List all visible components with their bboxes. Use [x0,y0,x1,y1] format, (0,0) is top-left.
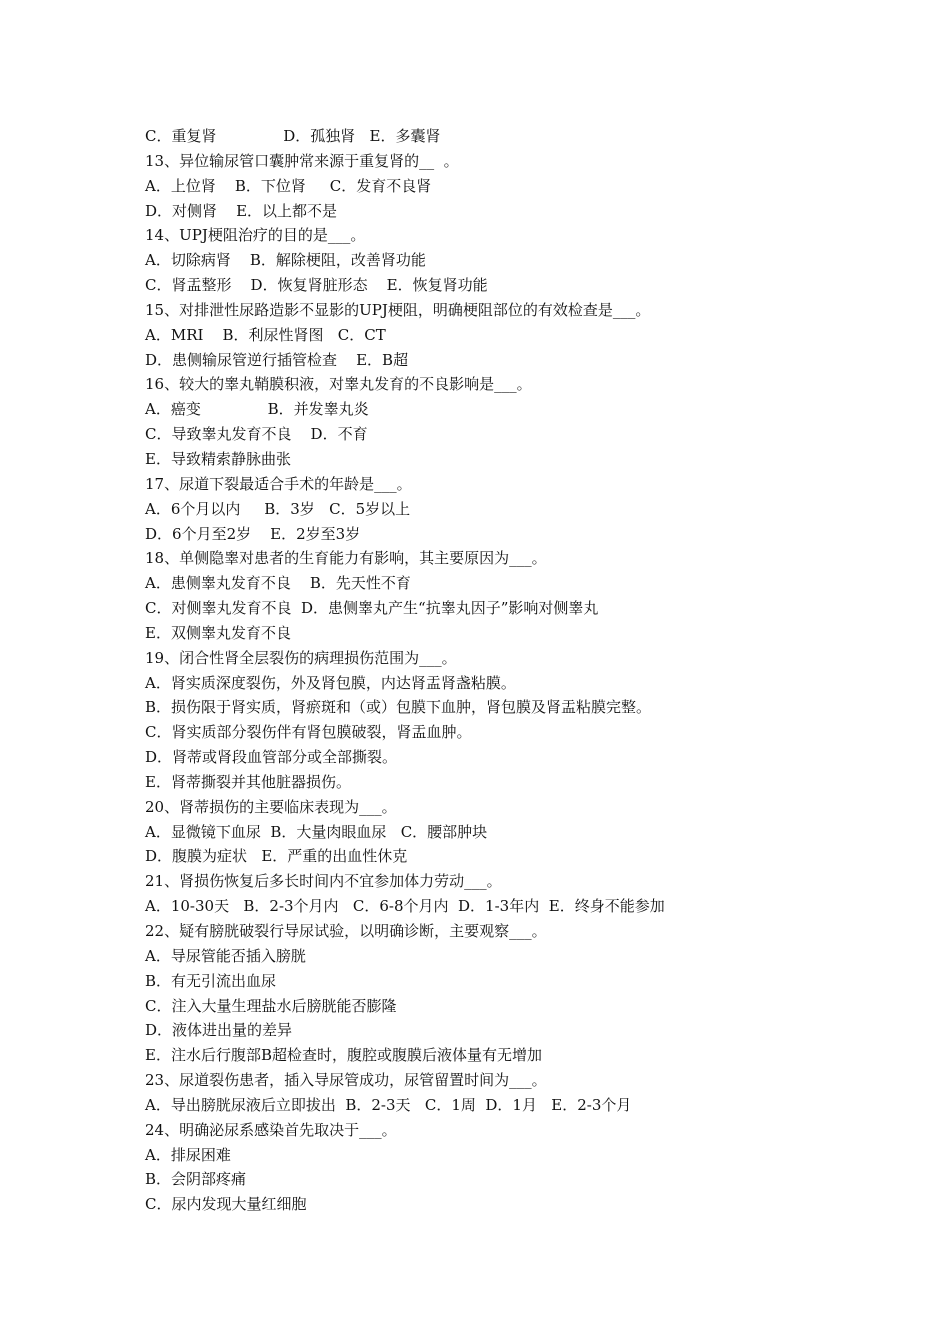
text-line: C．肾实质部分裂伤伴有肾包膜破裂，肾盂血肿。 [145,723,472,742]
text-line: A．癌变 B．并发睾丸炎 [145,400,369,419]
text-line: E．双侧睾丸发育不良 [145,623,291,642]
text-line: 19、闭合性肾全层裂伤的病理损伤范围为___。 [145,648,457,667]
text-line: A．MRI B．利尿性肾图 C．CT [145,325,386,344]
text-line: A．10-30天 B．2-3个月内 C．6-8个月内 D．1-3年内 E．终身不能参加 [145,897,665,916]
text-line: D．对侧肾 E．以上都不是 [145,201,338,220]
text-line: B．损伤限于肾实质，肾瘀斑和（或）包膜下血肿，肾包膜及肾盂粘膜完整。 [145,698,652,717]
text-line: A．上位肾 B．下位肾 C．发育不良肾 [145,176,432,195]
text-line: D．肾蒂或肾段血管部分或全部撕裂。 [145,748,398,767]
text-line: C．重复肾 D．孤独肾 E．多囊肾 [145,127,441,145]
text-line: 13、异位输尿管口囊肿常来源于重复肾的__ 。 [145,151,459,170]
text-line: 23、尿道裂伤患者，插入导尿管成功，尿管留置时间为___。 [145,1071,547,1090]
document-body [145,124,845,1217]
text-line: E．肾蒂撕裂并其他脏器损伤。 [145,772,351,791]
text-line: 18、单侧隐睾对患者的生育能力有影响，其主要原因为___。 [145,549,547,568]
text-line: 20、肾蒂损伤的主要临床表现为___。 [145,797,397,816]
text-line: D．腹膜为症状 E．严重的出血性休克 [145,847,408,866]
text-line: A．排尿困难 [145,1145,231,1164]
text-line: A．切除病肾 B．解除梗阻，改善肾功能 [145,251,426,270]
text-line: B．会阴部疼痛 [145,1170,247,1189]
text-line: E．导致精索静脉曲张 [145,449,291,468]
text-line: C．肾盂整形 D．恢复肾脏形态 E．恢复肾功能 [145,276,488,295]
text-line: A．6个月以内 B．3岁 C．5岁以上 [145,499,411,518]
text-line: 22、疑有膀胱破裂行导尿试验，以明确诊断，主要观察___。 [145,922,547,940]
text-line: 16、较大的睾丸鞘膜积液，对睾丸发育的不良影响是___。 [145,375,532,394]
text-line: A．肾实质深度裂伤，外及肾包膜，内达肾盂肾盏粘膜。 [145,673,516,692]
text-line: 14、UPJ梗阻治疗的目的是___。 [145,226,366,245]
text-line: C．尿内发现大量红细胞 [145,1195,307,1214]
text-line: D．6个月至2岁 E．2岁至3岁 [145,524,361,543]
text-line: 24、明确泌尿系感染首先取决于___。 [145,1120,397,1139]
text-line: D．患侧输尿管逆行插管检查 E．B超 [145,350,409,369]
text-line: B．有无引流出血尿 [145,971,277,990]
text-line: C．注入大量生理盐水后膀胱能否膨隆 [145,996,397,1015]
text-line: A．显微镜下血尿 B．大量肉眼血尿 C．腰部肿块 [145,822,488,841]
text-line: E．注水后行腹部B超检查时，腹腔或腹膜后液体量有无增加 [145,1046,542,1065]
text-line: D．液体进出量的差异 [145,1021,293,1040]
text-line: C．对侧睾丸发育不良 D．患侧睾丸产生“抗睾丸因子”影响对侧睾丸 [145,599,599,618]
text-line: C．导致睾丸发育不良 D．不育 [145,425,368,444]
text-line: 21、肾损伤恢复后多长时间内不宜参加体力劳动___。 [145,872,502,891]
text-line: 15、对排泄性尿路造影不显影的UPJ梗阻，明确梗阻部位的有效检查是___。 [145,300,651,319]
text-line: A．导尿管能否插入膀胱 [145,946,306,965]
text-line: 17、尿道下裂最适合手术的年龄是___。 [145,474,412,493]
text-line: A．患侧睾丸发育不良 B．先天性不育 [145,574,411,593]
text-line: A．导出膀胱尿液后立即拔出 B．2-3天 C．1周 D．1月 E．2-3个月 [145,1095,632,1114]
